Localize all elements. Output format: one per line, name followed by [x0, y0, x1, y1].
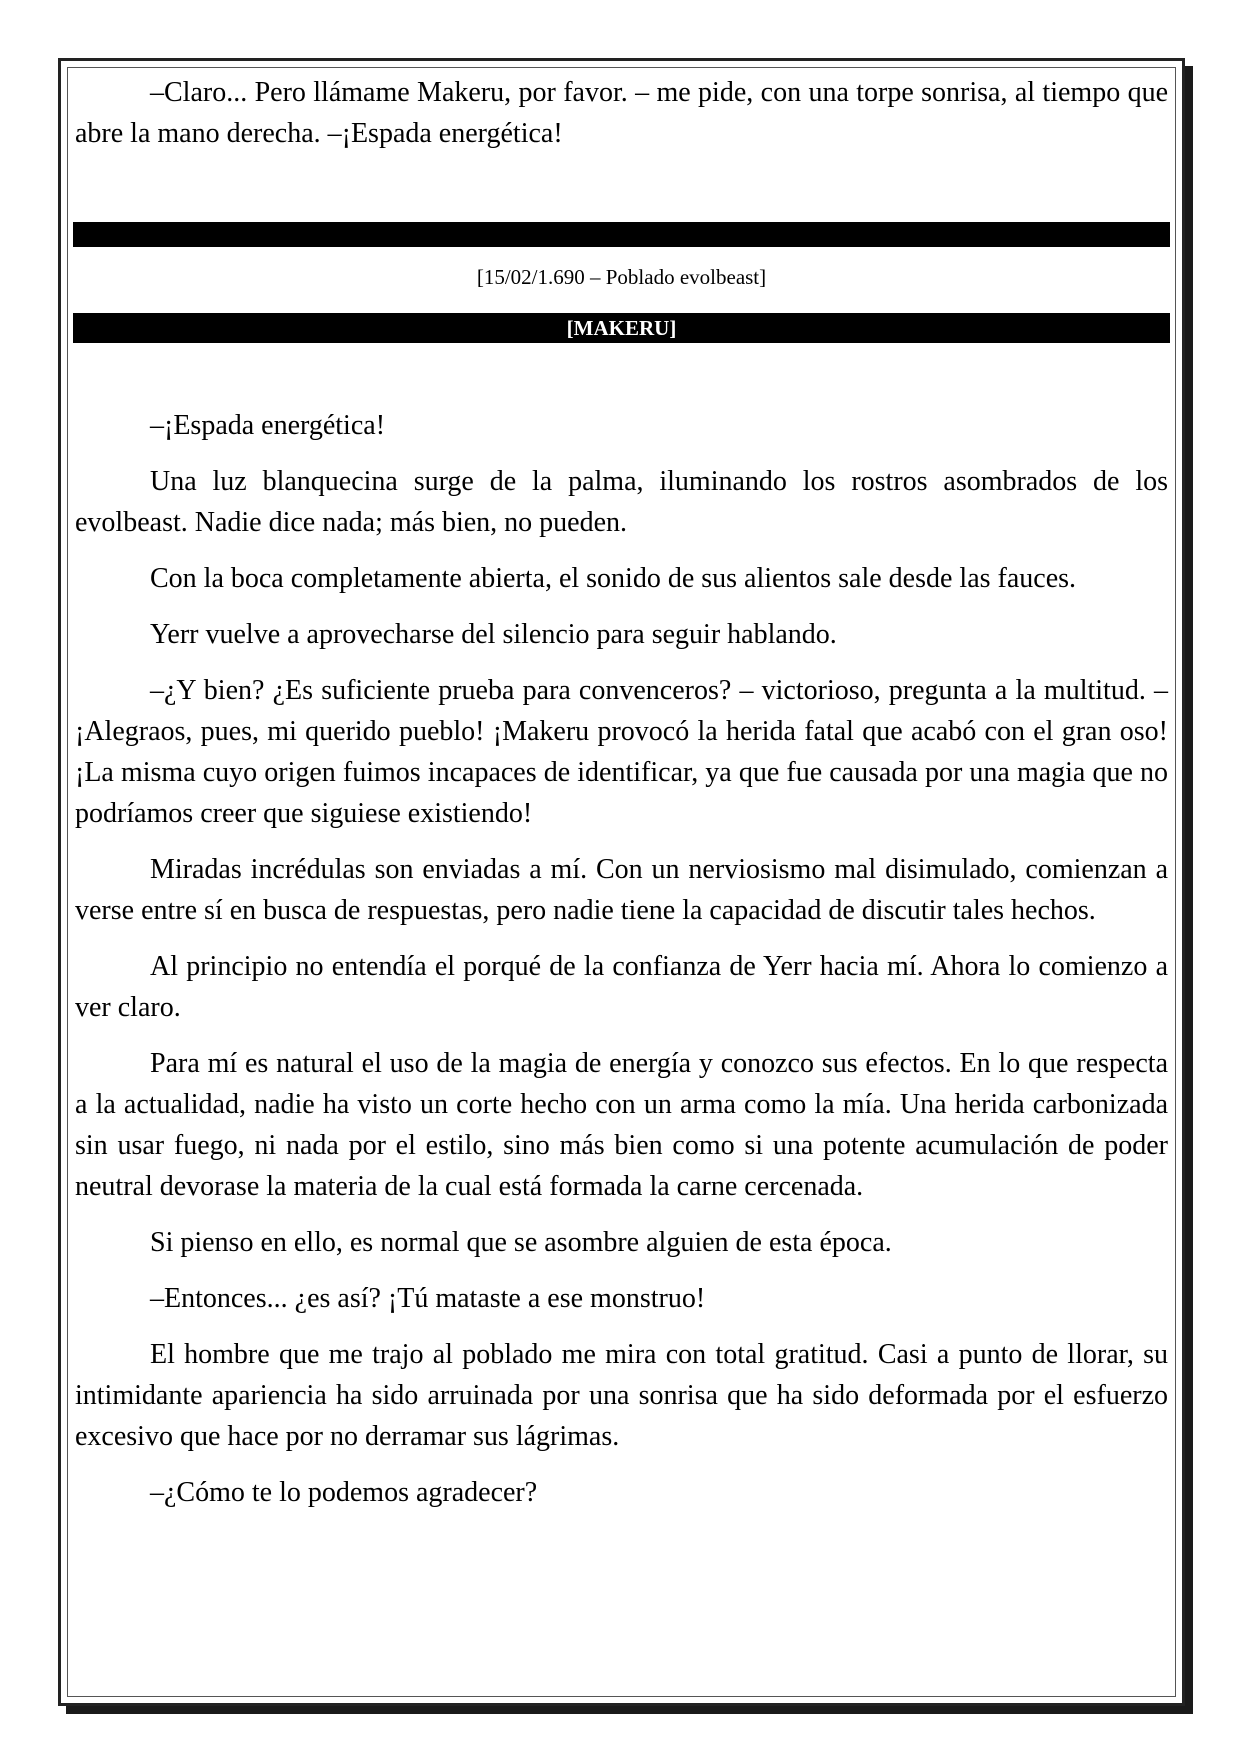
paragraph: –¿Cómo te lo podemos agradecer?: [150, 1477, 538, 1508]
paragraph: –Claro... Pero llámame Makeru, por favor. – me pide, con una torpe sonrisa, al tiempo que abre la mano derecha. –¡Espada energética!: [75, 77, 1168, 149]
paragraph: Una luz blanquecina surge de la palma, iluminando los rostros asombrados de los evolbeast. Nadie dice nada; más bien, no pueden.: [75, 466, 1168, 538]
opening-section: [75, 72, 1168, 169]
paragraph: Yerr vuelve a aprovecharse del silencio para seguir hablando.: [150, 619, 837, 650]
paragraph: Para mí es natural el uso de la magia de energía y conozco sus efectos. En lo que respecta a la actualidad, nadie ha visto un corte hecho con un arma como la mía. Una herida carbonizada sin usar fuego, ni nada por el estilo, sino más bien como si una potente acumulación de poder neutral devorase la materia de la cual está formada la carne cercenada.: [75, 1048, 1168, 1202]
paragraph: El hombre que me trajo al poblado me mira con total gratitud. Casi a punto de llorar, su intimidante apariencia ha sido arruinada por una sonrisa que ha sido deformada por el esfuerzo excesivo que hace por no derramar sus lágrimas.: [75, 1339, 1168, 1452]
paragraph: Miradas incrédulas son enviadas a mí. Con un nerviosismo mal disimulado, comienzan a verse entre sí en busca de respuestas, pero nadie tiene la capacidad de discutir tales hechos.: [75, 854, 1168, 926]
scene-date-location: [15/02/1.690 – Poblado evolbeast]: [476, 265, 767, 289]
chapter-body: [75, 405, 1168, 1528]
paragraph: Al principio no entendía el porqué de la confianza de Yerr hacia mí. Ahora lo comienzo a ver claro.: [75, 951, 1168, 1023]
scene-divider: [73, 222, 1170, 247]
paragraph: Si pienso en ello, es normal que se asombre alguien de esta época.: [150, 1227, 892, 1258]
paragraph: Con la boca completamente abierta, el sonido de sus alientos sale desde las fauces.: [150, 563, 1077, 594]
paragraph: –¿Y bien? ¿Es suficiente prueba para convenceros? – victorioso, pregunta a la multitud. –¡Alegraos, pues, mi querido pueblo! ¡Makeru provocó la herida fatal que acabó con el gran oso! ¡La misma cuyo origen fuimos incapaces de identificar, ya que fue causada por una magia que no podríamos creer que siguiese existiendo!: [75, 675, 1168, 829]
paragraph: –Entonces... ¿es así? ¡Tú mataste a ese monstruo!: [150, 1283, 706, 1314]
pov-heading: [MAKERU]: [73, 313, 1170, 343]
paragraph: –¡Espada energética!: [150, 410, 386, 441]
